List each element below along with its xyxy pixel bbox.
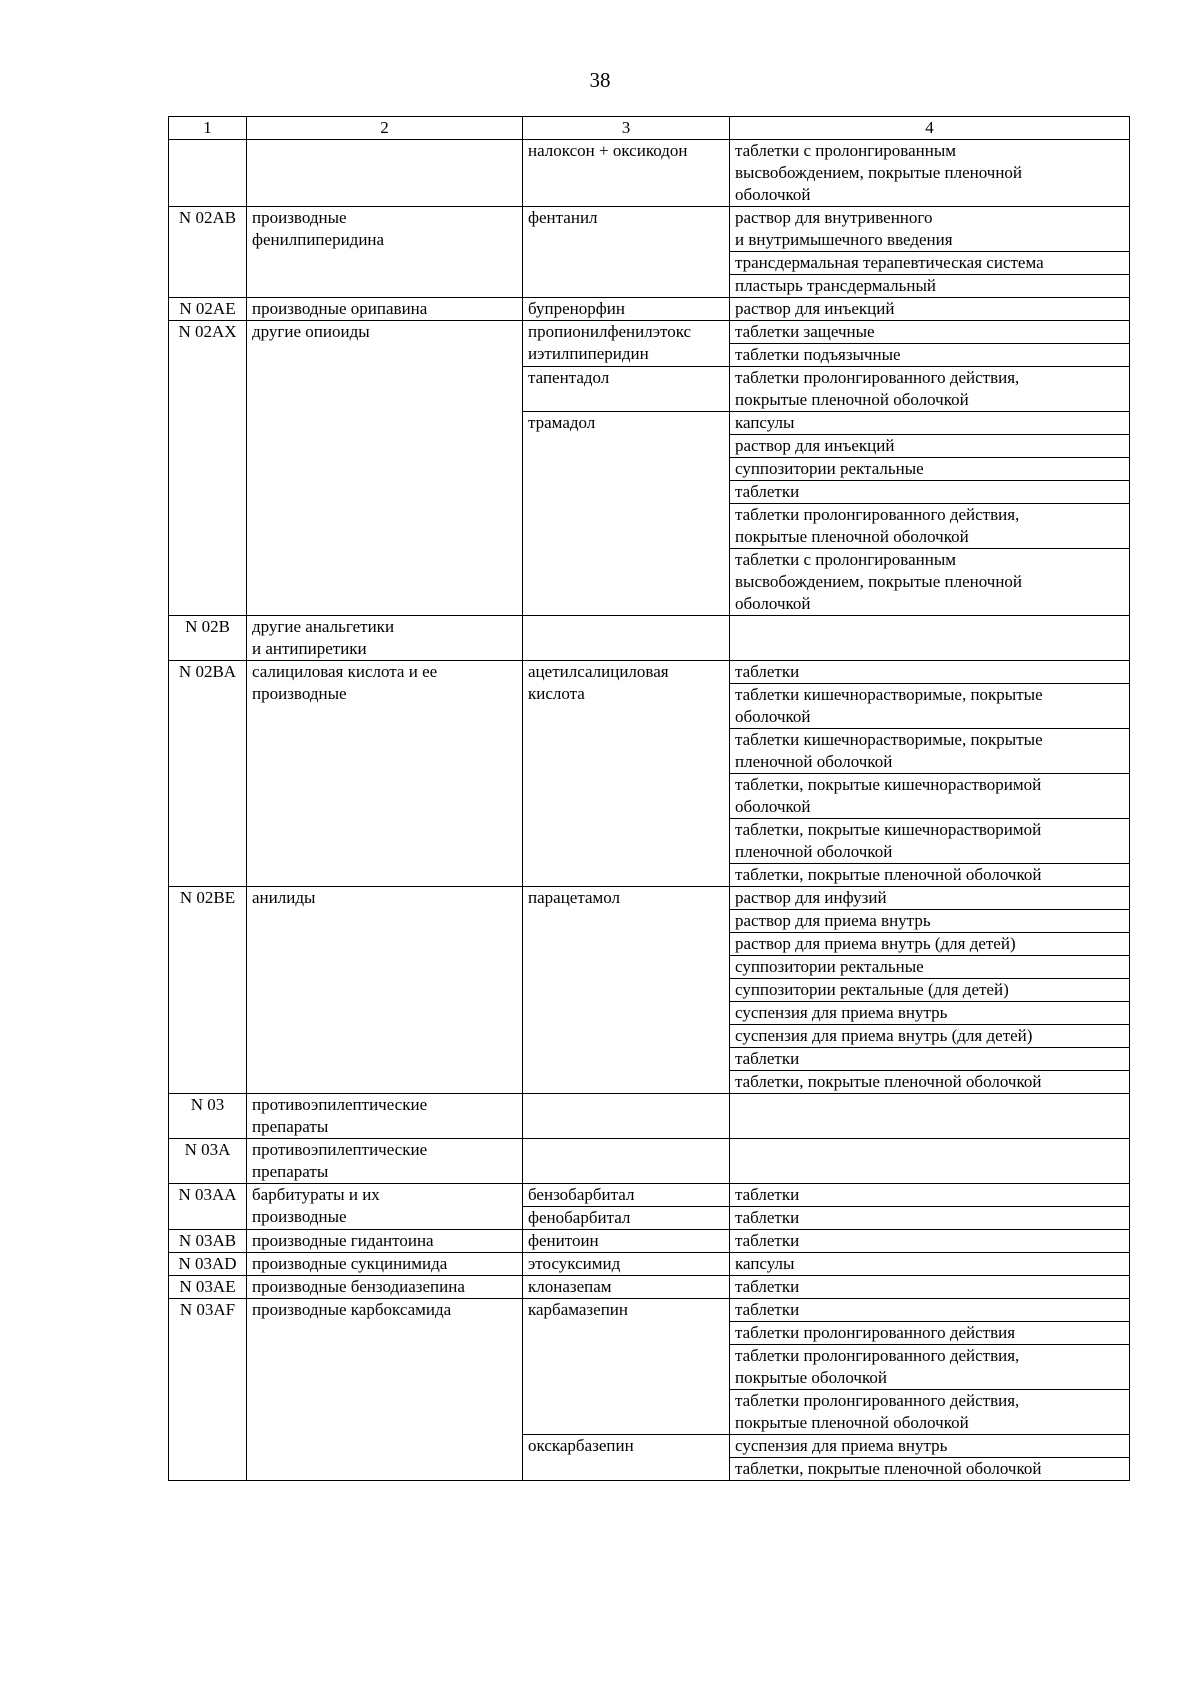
table-row (169, 616, 1130, 661)
table-row (169, 1299, 1130, 1322)
substance-cell: пропионилфенилэтокс иэтилпиперидин (523, 321, 730, 367)
substance-cell: клоназепам (523, 1276, 730, 1299)
header-col-4: 4 (730, 117, 1130, 140)
dosage-form-cell (730, 1094, 1130, 1139)
dosage-form-cell: таблетки пролонгированного действия, покрытые пленочной оболочкой (730, 504, 1130, 549)
dosage-form-cell: капсулы (730, 412, 1130, 435)
atc-code-cell: N 03AE (169, 1276, 247, 1299)
dosage-form-cell: таблетки защечные (730, 321, 1130, 344)
substance-cell: тапентадол (523, 367, 730, 412)
atc-code-cell: N 03AB (169, 1230, 247, 1253)
dosage-form-cell: таблетки (730, 1276, 1130, 1299)
table-row (169, 1230, 1130, 1253)
dosage-form-cell: суспензия для приема внутрь (для детей) (730, 1025, 1130, 1048)
group-name-cell: другие анальгетики и антипиретики (247, 616, 523, 661)
substance-cell: окскарбазепин (523, 1435, 730, 1481)
dosage-form-cell: таблетки (730, 1299, 1130, 1322)
table-row (169, 1276, 1130, 1299)
group-name-cell: противоэпилептические препараты (247, 1139, 523, 1184)
substance-cell (523, 1139, 730, 1184)
group-name-cell (247, 140, 523, 207)
group-name-cell: анилиды (247, 887, 523, 1094)
dosage-form-cell: таблетки, покрытые пленочной оболочкой (730, 864, 1130, 887)
table-row (169, 1139, 1130, 1184)
dosage-form-cell (730, 616, 1130, 661)
group-name-cell: барбитураты и их производные (247, 1184, 523, 1230)
table-row (169, 887, 1130, 910)
substance-cell: бупренорфин (523, 298, 730, 321)
dosage-form-cell: раствор для приема внутрь (730, 910, 1130, 933)
substance-cell: этосуксимид (523, 1253, 730, 1276)
substance-cell: ацетилсалициловая кислота (523, 661, 730, 887)
atc-code-cell (169, 140, 247, 207)
atc-code-cell: N 03AF (169, 1299, 247, 1481)
group-name-cell: производные фенилпиперидина (247, 207, 523, 298)
dosage-form-cell: таблетки пролонгированного действия, покрытые пленочной оболочкой (730, 367, 1130, 412)
substance-cell: фенобарбитал (523, 1207, 730, 1230)
header-col-1: 1 (169, 117, 247, 140)
dosage-form-cell: таблетки, покрытые пленочной оболочкой (730, 1458, 1130, 1481)
atc-code-cell: N 03AA (169, 1184, 247, 1230)
substance-cell (523, 616, 730, 661)
dosage-form-cell: таблетки, покрытые кишечнорастворимой пленочной оболочкой (730, 819, 1130, 864)
group-name-cell: производные бензодиазепина (247, 1276, 523, 1299)
group-name-cell: производные орипавина (247, 298, 523, 321)
atc-code-cell: N 02BA (169, 661, 247, 887)
substance-cell: фенитоин (523, 1230, 730, 1253)
header-col-2: 2 (247, 117, 523, 140)
atc-code-cell: N 02BE (169, 887, 247, 1094)
atc-code-cell: N 02AB (169, 207, 247, 298)
atc-code-cell: N 02AE (169, 298, 247, 321)
substance-cell: парацетамол (523, 887, 730, 1094)
atc-code-cell: N 03A (169, 1139, 247, 1184)
dosage-form-cell: раствор для внутривенного и внутримышечного введения (730, 207, 1130, 252)
atc-code-cell: N 02B (169, 616, 247, 661)
dosage-form-cell: таблетки пролонгированного действия (730, 1322, 1130, 1345)
atc-code-cell: N 03 (169, 1094, 247, 1139)
table-row (169, 298, 1130, 321)
dosage-form-cell: таблетки пролонгированного действия, покрытые оболочкой (730, 1345, 1130, 1390)
dosage-form-cell: таблетки (730, 661, 1130, 684)
dosage-form-cell: пластырь трансдермальный (730, 275, 1130, 298)
dosage-form-cell: суппозитории ректальные (730, 458, 1130, 481)
group-name-cell: другие опиоиды (247, 321, 523, 616)
substance-cell: фентанил (523, 207, 730, 298)
table-row (169, 321, 1130, 344)
substance-cell: бензобарбитал (523, 1184, 730, 1207)
page-number: 38 (589, 68, 611, 92)
table-row (169, 661, 1130, 684)
atc-code-cell: N 03AD (169, 1253, 247, 1276)
substance-cell: трамадол (523, 412, 730, 616)
dosage-form-cell: таблетки, покрытые кишечнорастворимой оболочкой (730, 774, 1130, 819)
substance-cell (523, 1094, 730, 1139)
group-name-cell: производные гидантоина (247, 1230, 523, 1253)
dosage-form-cell: суппозитории ректальные (для детей) (730, 979, 1130, 1002)
dosage-form-cell: таблетки пролонгированного действия, покрытые пленочной оболочкой (730, 1390, 1130, 1435)
dosage-form-cell: раствор для инъекций (730, 298, 1130, 321)
drug-table (168, 116, 1130, 1481)
dosage-form-cell: таблетки (730, 481, 1130, 504)
table-row (169, 1184, 1130, 1207)
dosage-form-cell: таблетки кишечнорастворимые, покрытые пленочной оболочкой (730, 729, 1130, 774)
substance-cell: налоксон + оксикодон (523, 140, 730, 207)
dosage-form-cell: раствор для приема внутрь (для детей) (730, 933, 1130, 956)
table-row (169, 207, 1130, 252)
dosage-form-cell: таблетки (730, 1184, 1130, 1207)
dosage-form-cell: раствор для инъекций (730, 435, 1130, 458)
dosage-form-cell: суппозитории ректальные (730, 956, 1130, 979)
atc-code-cell: N 02AX (169, 321, 247, 616)
dosage-form-cell: раствор для инфузий (730, 887, 1130, 910)
group-name-cell: производные карбоксамида (247, 1299, 523, 1481)
table-header-row (169, 117, 1130, 140)
dosage-form-cell: суспензия для приема внутрь (730, 1435, 1130, 1458)
group-name-cell: салициловая кислота и ее производные (247, 661, 523, 887)
substance-cell: карбамазепин (523, 1299, 730, 1435)
dosage-form-cell: таблетки, покрытые пленочной оболочкой (730, 1071, 1130, 1094)
dosage-form-cell: суспензия для приема внутрь (730, 1002, 1130, 1025)
dosage-form-cell: таблетки (730, 1048, 1130, 1071)
dosage-form-cell: таблетки с пролонгированным высвобождением, покрытые пленочной оболочкой (730, 549, 1130, 616)
table-row (169, 140, 1130, 207)
dosage-form-cell: таблетки подъязычные (730, 344, 1130, 367)
group-name-cell: противоэпилептические препараты (247, 1094, 523, 1139)
dosage-form-cell: капсулы (730, 1253, 1130, 1276)
table-row (169, 1094, 1130, 1139)
dosage-form-cell: таблетки кишечнорастворимые, покрытые оболочкой (730, 684, 1130, 729)
dosage-form-cell: таблетки (730, 1230, 1130, 1253)
dosage-form-cell: таблетки (730, 1207, 1130, 1230)
table-row (169, 1253, 1130, 1276)
group-name-cell: производные сукцинимида (247, 1253, 523, 1276)
dosage-form-cell: таблетки с пролонгированным высвобождением, покрытые пленочной оболочкой (730, 140, 1130, 207)
header-col-3: 3 (523, 117, 730, 140)
dosage-form-cell: трансдермальная терапевтическая система (730, 252, 1130, 275)
dosage-form-cell (730, 1139, 1130, 1184)
